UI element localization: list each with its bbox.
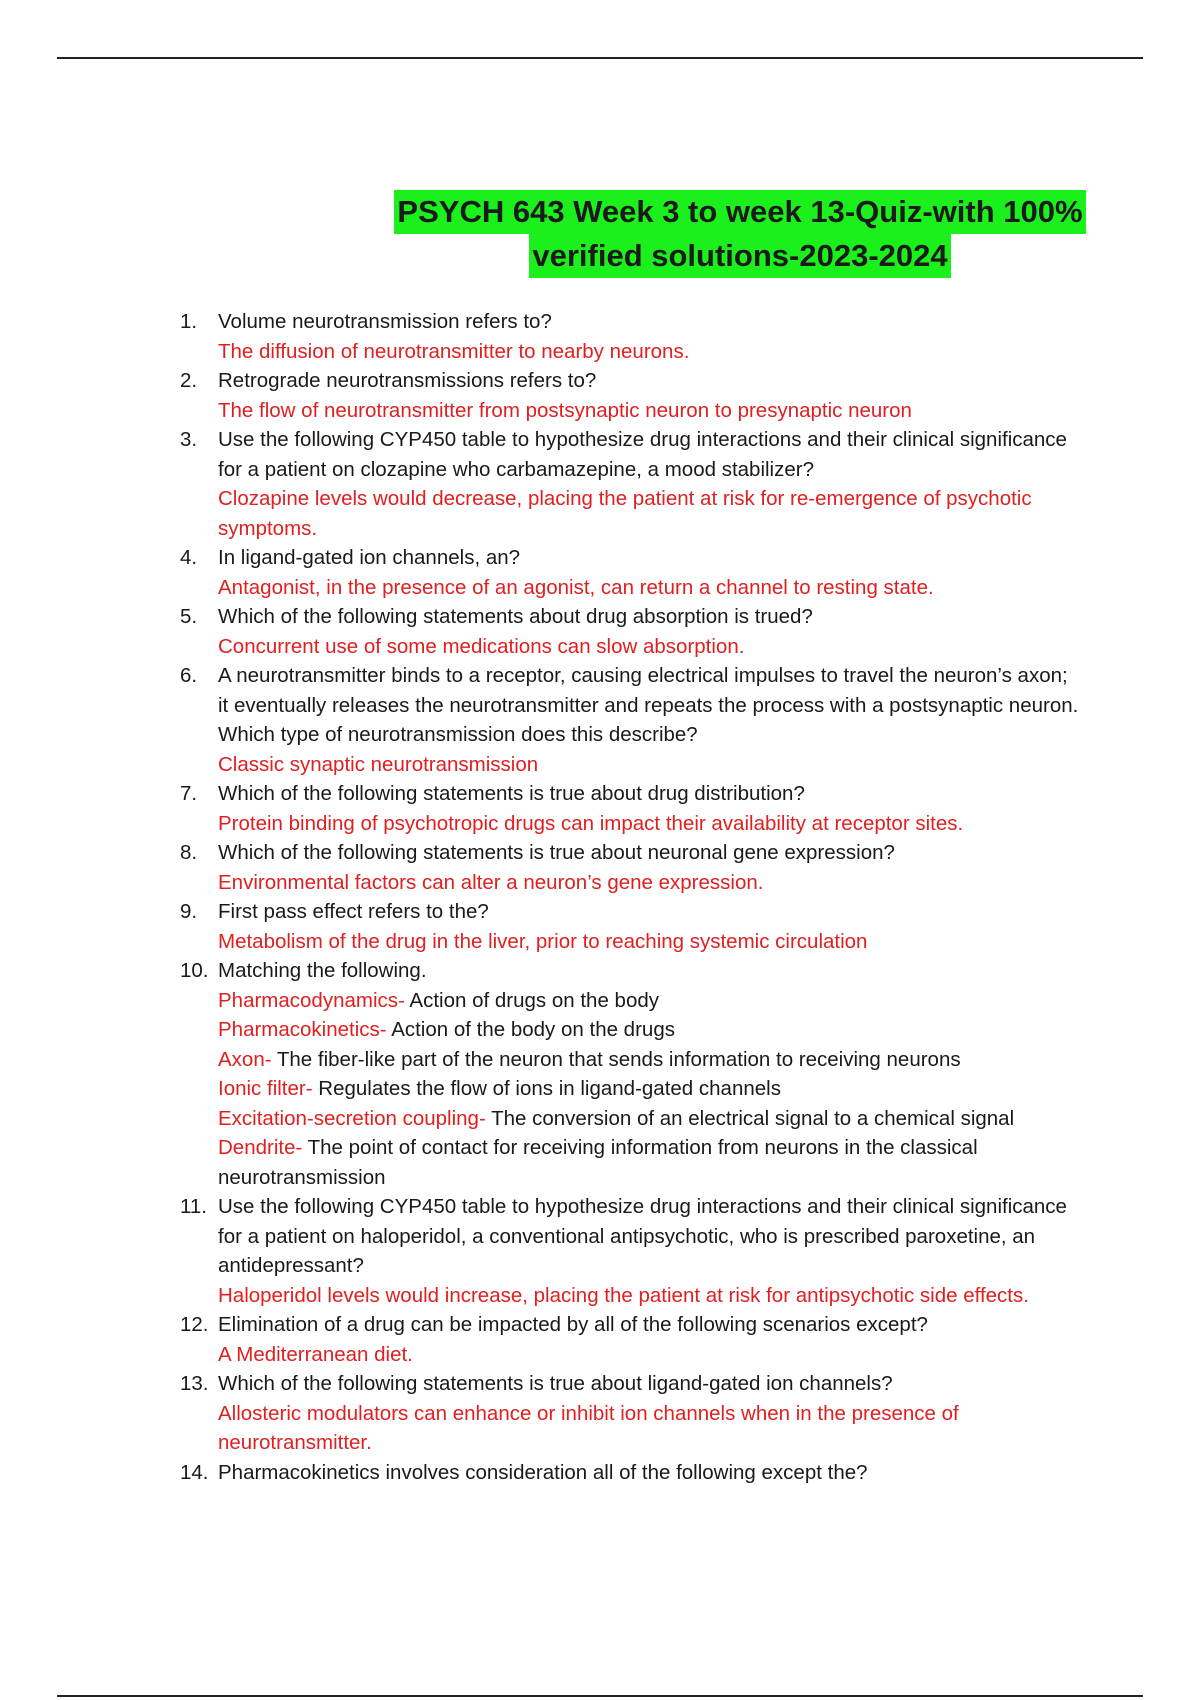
match-definition: Regulates the flow of ions in ligand-gated channels: [312, 1077, 781, 1100]
match-row: [218, 1104, 1080, 1134]
match-term: Pharmacodynamics-: [218, 988, 405, 1012]
question-number: 1.: [180, 310, 198, 333]
footer-rule: [57, 1695, 1143, 1697]
question-text: Elimination of a drug can be impacted by all of the following scenarios except?: [218, 1313, 928, 1336]
question-item: [180, 1192, 1080, 1310]
answer-text: Classic synaptic neurotransmission: [218, 752, 539, 776]
match-term: Axon-: [218, 1047, 272, 1071]
answer-text: Concurrent use of some medications can slow absorption.: [218, 634, 745, 658]
header-rule: [57, 57, 1143, 59]
match-definition: The conversion of an electrical signal to a chemical signal: [485, 1106, 1015, 1130]
page-title: [360, 190, 1120, 278]
question-number: 5.: [180, 605, 198, 628]
question-text: Matching the following.: [218, 959, 427, 982]
question-item: [180, 838, 1080, 897]
question-number: 7.: [180, 782, 198, 805]
match-term: Dendrite-: [218, 1136, 303, 1159]
match-term: Excitation-secretion coupling-: [218, 1106, 486, 1130]
question-text: Volume neurotransmission refers to?: [218, 310, 552, 333]
title-line-1: PSYCH 643 Week 3 to week 13-Quiz-with 100%: [394, 190, 1085, 234]
match-definition: Action of the body on the drugs: [386, 1018, 675, 1041]
question-list: [180, 307, 1080, 1487]
question-text: Use the following CYP450 table to hypothesize drug interactions and their clinical significance for a patient on clozapine who carbamazepine, a mood stabilizer?: [218, 428, 1067, 481]
question-item: [180, 661, 1080, 779]
match-row: [218, 1133, 1080, 1192]
question-item: [180, 307, 1080, 366]
match-term: Ionic filter-: [218, 1077, 313, 1100]
question-text: Pharmacokinetics involves consideration all of the following except the?: [218, 1460, 868, 1484]
question-text: A neurotransmitter binds to a receptor, causing electrical impulses to travel the neuron’s axon; it eventually releases the neurotransmitter and repeats the process with a postsynaptic neuron. Which type of neurotransmission does this describe?: [218, 664, 1079, 746]
answer-text: Environmental factors can alter a neuron’s gene expression.: [218, 870, 764, 894]
answer-text: Haloperidol levels would increase, placing the patient at risk for antipsychotic side effects.: [218, 1283, 1029, 1307]
question-text: Which of the following statements is true about neuronal gene expression?: [218, 841, 895, 864]
question-item: [180, 897, 1080, 956]
answer-text: A Mediterranean diet.: [218, 1342, 413, 1366]
question-text: In ligand-gated ion channels, an?: [218, 546, 521, 569]
question-text: Which of the following statements is true about ligand-gated ion channels?: [218, 1372, 893, 1395]
match-definition: The point of contact for receiving information from neurons in the classical neurotransmission: [218, 1136, 978, 1189]
question-item: [180, 366, 1080, 425]
question-item: [180, 1369, 1080, 1458]
question-number: 4.: [180, 546, 198, 569]
match-row: [218, 986, 1080, 1016]
question-number: 6.: [180, 664, 198, 687]
question-number: 9.: [180, 900, 198, 923]
question-text: First pass effect refers to the?: [218, 900, 489, 923]
title-line-2: verified solutions-2023-2024: [529, 234, 950, 278]
question-item: [180, 779, 1080, 838]
answer-text: Allosteric modulators can enhance or inhibit ion channels when in the presence of neurotransmitter.: [218, 1401, 959, 1454]
question-text: Use the following CYP450 table to hypothesize drug interactions and their clinical significance for a patient on haloperidol, a conventional antipsychotic, who is prescribed paroxetine, an antidepressant?: [218, 1195, 1067, 1277]
question-number: 2.: [180, 369, 198, 392]
question-number: 10.: [180, 959, 209, 982]
question-text: Retrograde neurotransmissions refers to?: [218, 369, 597, 392]
answer-text: Clozapine levels would decrease, placing the patient at risk for re-emergence of psychotic symptoms.: [218, 487, 1032, 540]
question-item: [180, 956, 1080, 1192]
question-item: [180, 543, 1080, 602]
question-number: 12.: [180, 1313, 209, 1336]
question-number: 11.: [180, 1195, 207, 1218]
question-number: 3.: [180, 428, 198, 451]
match-row: [218, 1074, 1080, 1104]
question-item: [180, 602, 1080, 661]
question-text: Which of the following statements is true about drug distribution?: [218, 782, 805, 805]
match-row: [218, 1015, 1080, 1045]
question-item: [180, 425, 1080, 543]
question-item: [180, 1458, 1080, 1488]
question-number: 8.: [180, 841, 198, 864]
question-item: [180, 1310, 1080, 1369]
answer-text: Metabolism of the drug in the liver, prior to reaching systemic circulation: [218, 929, 868, 953]
answer-text: Protein binding of psychotropic drugs can impact their availability at receptor sites.: [218, 811, 964, 835]
question-number: 14.: [180, 1460, 209, 1484]
match-definition: Action of drugs on the body: [404, 988, 659, 1012]
question-text: Which of the following statements about drug absorption is trued?: [218, 605, 813, 628]
match-term: Pharmacokinetics-: [218, 1018, 387, 1041]
question-number: 13.: [180, 1372, 209, 1395]
answer-text: The flow of neurotransmitter from postsynaptic neuron to presynaptic neuron: [218, 398, 912, 422]
match-row: [218, 1045, 1080, 1075]
answer-text: Antagonist, in the presence of an agonist, can return a channel to resting state.: [218, 575, 934, 599]
answer-text: The diffusion of neurotransmitter to nearby neurons.: [218, 339, 690, 363]
match-definition: The fiber-like part of the neuron that sends information to receiving neurons: [271, 1047, 961, 1071]
